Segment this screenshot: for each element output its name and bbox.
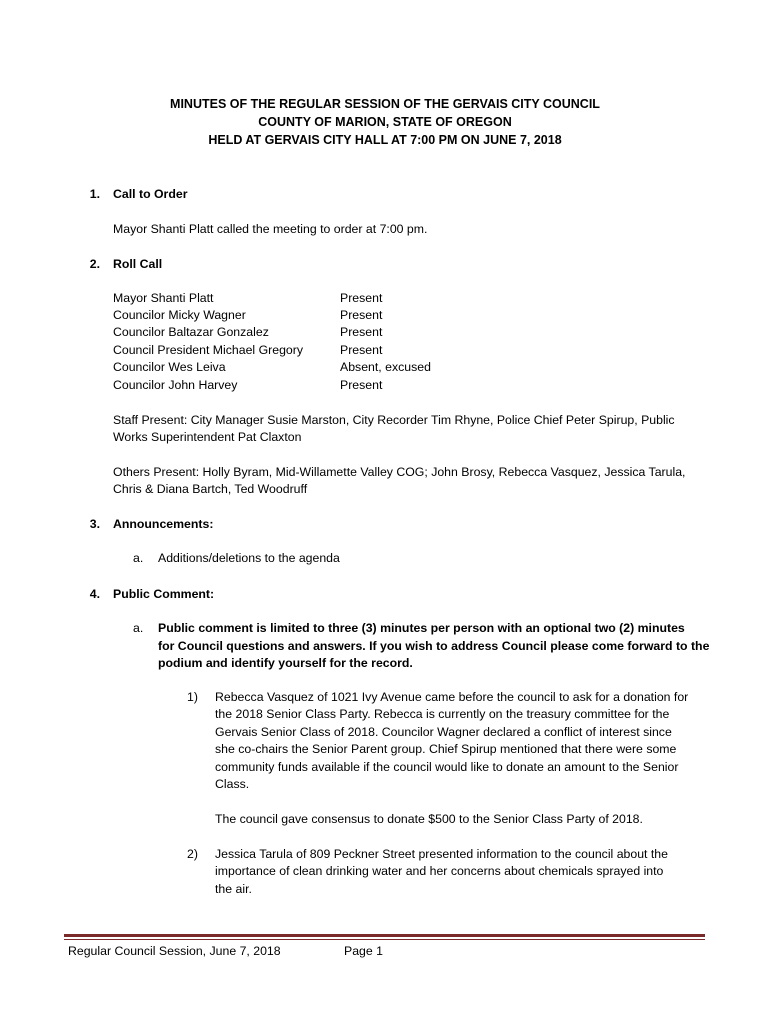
roll-member-name: Councilor Micky Wagner (113, 308, 246, 322)
footer-rule-thin (64, 939, 705, 940)
public-comment-rule: for Council questions and answers. If you wish to address Council please come forward to the (158, 639, 710, 653)
section-number: 1. (89, 187, 100, 201)
others-present-line: Chris & Diana Bartch, Ted Woodruff (113, 482, 308, 496)
document-header (0, 95, 770, 149)
comment-line: Gervais Senior Class of 2018. Councilor Wagner declared a conflict of interest since (215, 725, 672, 739)
roll-member-status: Present (340, 291, 383, 305)
sub-item-number: 1) (187, 690, 198, 704)
header-held-line: HELD AT GERVAIS CITY HALL AT 7:00 PM ON JUNE 7, 2018 (208, 133, 562, 147)
footer-session-label: Regular Council Session, June 7, 2018 (68, 944, 281, 958)
staff-present-line: Staff Present: City Manager Susie Marston, City Recorder Tim Rhyne, Police Chief Peter Spirup, Public (113, 413, 675, 427)
list-item-letter: a. (133, 551, 144, 565)
section-number: 3. (89, 517, 100, 531)
comment-line: the air. (215, 882, 252, 896)
section-title-roll-call: Roll Call (113, 257, 163, 271)
public-comment-rule: Public comment is limited to three (3) minutes per person with an optional two (2) minutes (158, 621, 685, 635)
section-title-announcements: Announcements: (113, 517, 214, 531)
section-number: 4. (89, 587, 100, 601)
comment-line: Rebecca Vasquez of 1021 Ivy Avenue came before the council to ask for a donation for (215, 690, 689, 704)
roll-member-status: Present (340, 325, 383, 339)
comment-line: community funds available if the council would like to donate an amount to the Senior (215, 760, 679, 774)
roll-member-status: Absent, excused (340, 360, 431, 374)
comment-line: Class. (215, 777, 250, 791)
comment-line: Jessica Tarula of 809 Peckner Street presented information to the council about the (215, 847, 668, 861)
comment-line: importance of clean drinking water and her concerns about chemicals sprayed into (215, 864, 664, 878)
others-present-line: Others Present: Holly Byram, Mid-Willamette Valley COG; John Brosy, Rebecca Vasquez, Jessica Tarula, (113, 465, 686, 479)
header-title-line: MINUTES OF THE REGULAR SESSION OF THE GERVAIS CITY COUNCIL (170, 97, 600, 111)
section-number: 2. (89, 257, 100, 271)
roll-member-name: Mayor Shanti Platt (113, 291, 214, 305)
header-county-line: COUNTY OF MARION, STATE OF OREGON (258, 115, 512, 129)
roll-member-name: Councilor Baltazar Gonzalez (113, 325, 269, 339)
section-title-call-to-order: Call to Order (113, 187, 188, 201)
roll-member-name: Councilor John Harvey (113, 378, 238, 392)
roll-member-status: Present (340, 378, 383, 392)
footer-page-number: Page 1 (344, 944, 383, 958)
roll-member-name: Council President Michael Gregory (113, 343, 304, 357)
list-item-letter: a. (133, 621, 144, 635)
footer-rule (64, 934, 705, 937)
roll-member-status: Present (340, 343, 383, 357)
consensus-line: The council gave consensus to donate $500 to the Senior Class Party of 2018. (215, 812, 643, 826)
announcement-item: Additions/deletions to the agenda (158, 551, 340, 565)
section-title-public-comment: Public Comment: (113, 587, 215, 601)
comment-line: the 2018 Senior Class Party. Rebecca is currently on the treasury committee for the (215, 707, 670, 721)
roll-member-name: Councilor Wes Leiva (113, 360, 226, 374)
staff-present-line: Works Superintendent Pat Claxton (113, 430, 302, 444)
roll-member-status: Present (340, 308, 383, 322)
sub-item-number: 2) (187, 847, 198, 861)
call-to-order-text: Mayor Shanti Platt called the meeting to order at 7:00 pm. (113, 222, 428, 236)
comment-line: she co-chairs the Senior Parent group. Chief Spirup mentioned that there were some (215, 742, 677, 756)
public-comment-rule: podium and identify yourself for the record. (158, 656, 413, 670)
